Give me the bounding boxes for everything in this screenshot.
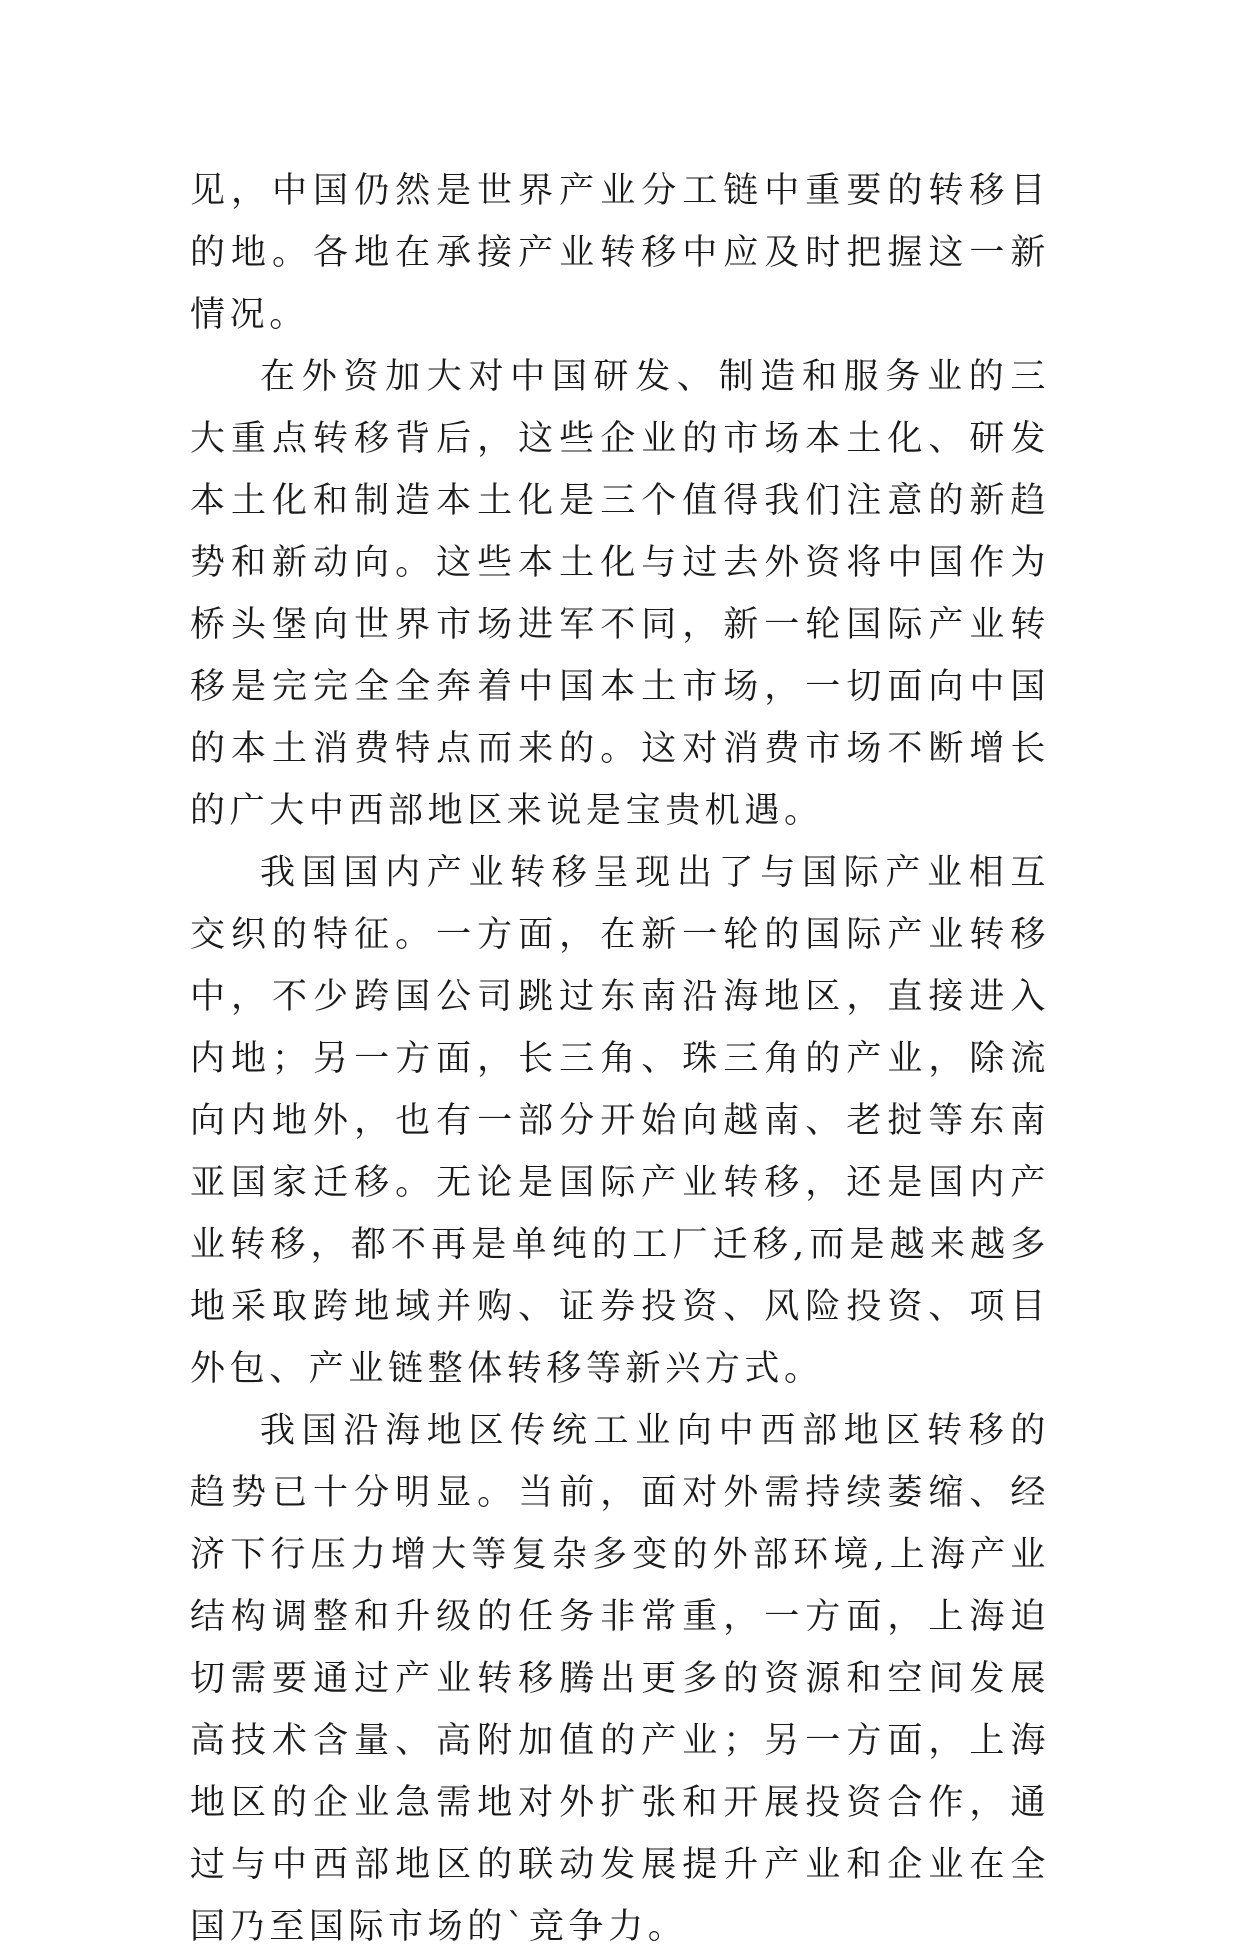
document-body (190, 160, 1050, 1958)
paragraph-continuation: 见，中国仍然是世界产业分工链中重要的转移目的地。各地在承接产业转移中应及时把握这一新情况。 (190, 171, 1050, 335)
paragraph: 我国国内产业转移呈现出了与国际产业相互交织的特征。一方面，在新一轮的国际产业转移中，不少跨国公司跳过东南沿海地区，直接进入内地；另一方面，长三角、珠三角的产业，除流向内地外，也有一部分开始向越南、老挝等东南亚国家迁移。无论是国际产业转移，还是国内产业转移，都不再是单纯的工厂迁移,而是越来越多地采取跨地域并购、证券投资、风险投资、项目外包、产业链整体转移等新兴方式。 (190, 853, 1050, 1389)
paragraph: 在外资加大对中国研发、制造和服务业的三大重点转移背后，这些企业的市场本土化、研发本土化和制造本土化是三个值得我们注意的新趋势和新动向。这些本土化与过去外资将中国作为桥头堡向世界市场进军不同，新一轮国际产业转移是完完全全奔着中国本土市场，一切面向中国的本土消费特点而来的。这对消费市场不断增长的广大中西部地区来说是宝贵机遇。 (190, 357, 1050, 831)
paragraph: 我国沿海地区传统工业向中西部地区转移的趋势已十分明显。当前，面对外需持续萎缩、经济下行压力增大等复杂多变的外部环境,上海产业结构调整和升级的任务非常重，一方面，上海迫切需要通过产业转移腾出更多的资源和空间发展高技术含量、高附加值的产业；另一方面，上海地区的企业急需地对外扩张和开展投资合作，通过与中西部地区的联动发展提升产业和企业在全国乃至国际市场的`竞争力。 (190, 1411, 1050, 1947)
